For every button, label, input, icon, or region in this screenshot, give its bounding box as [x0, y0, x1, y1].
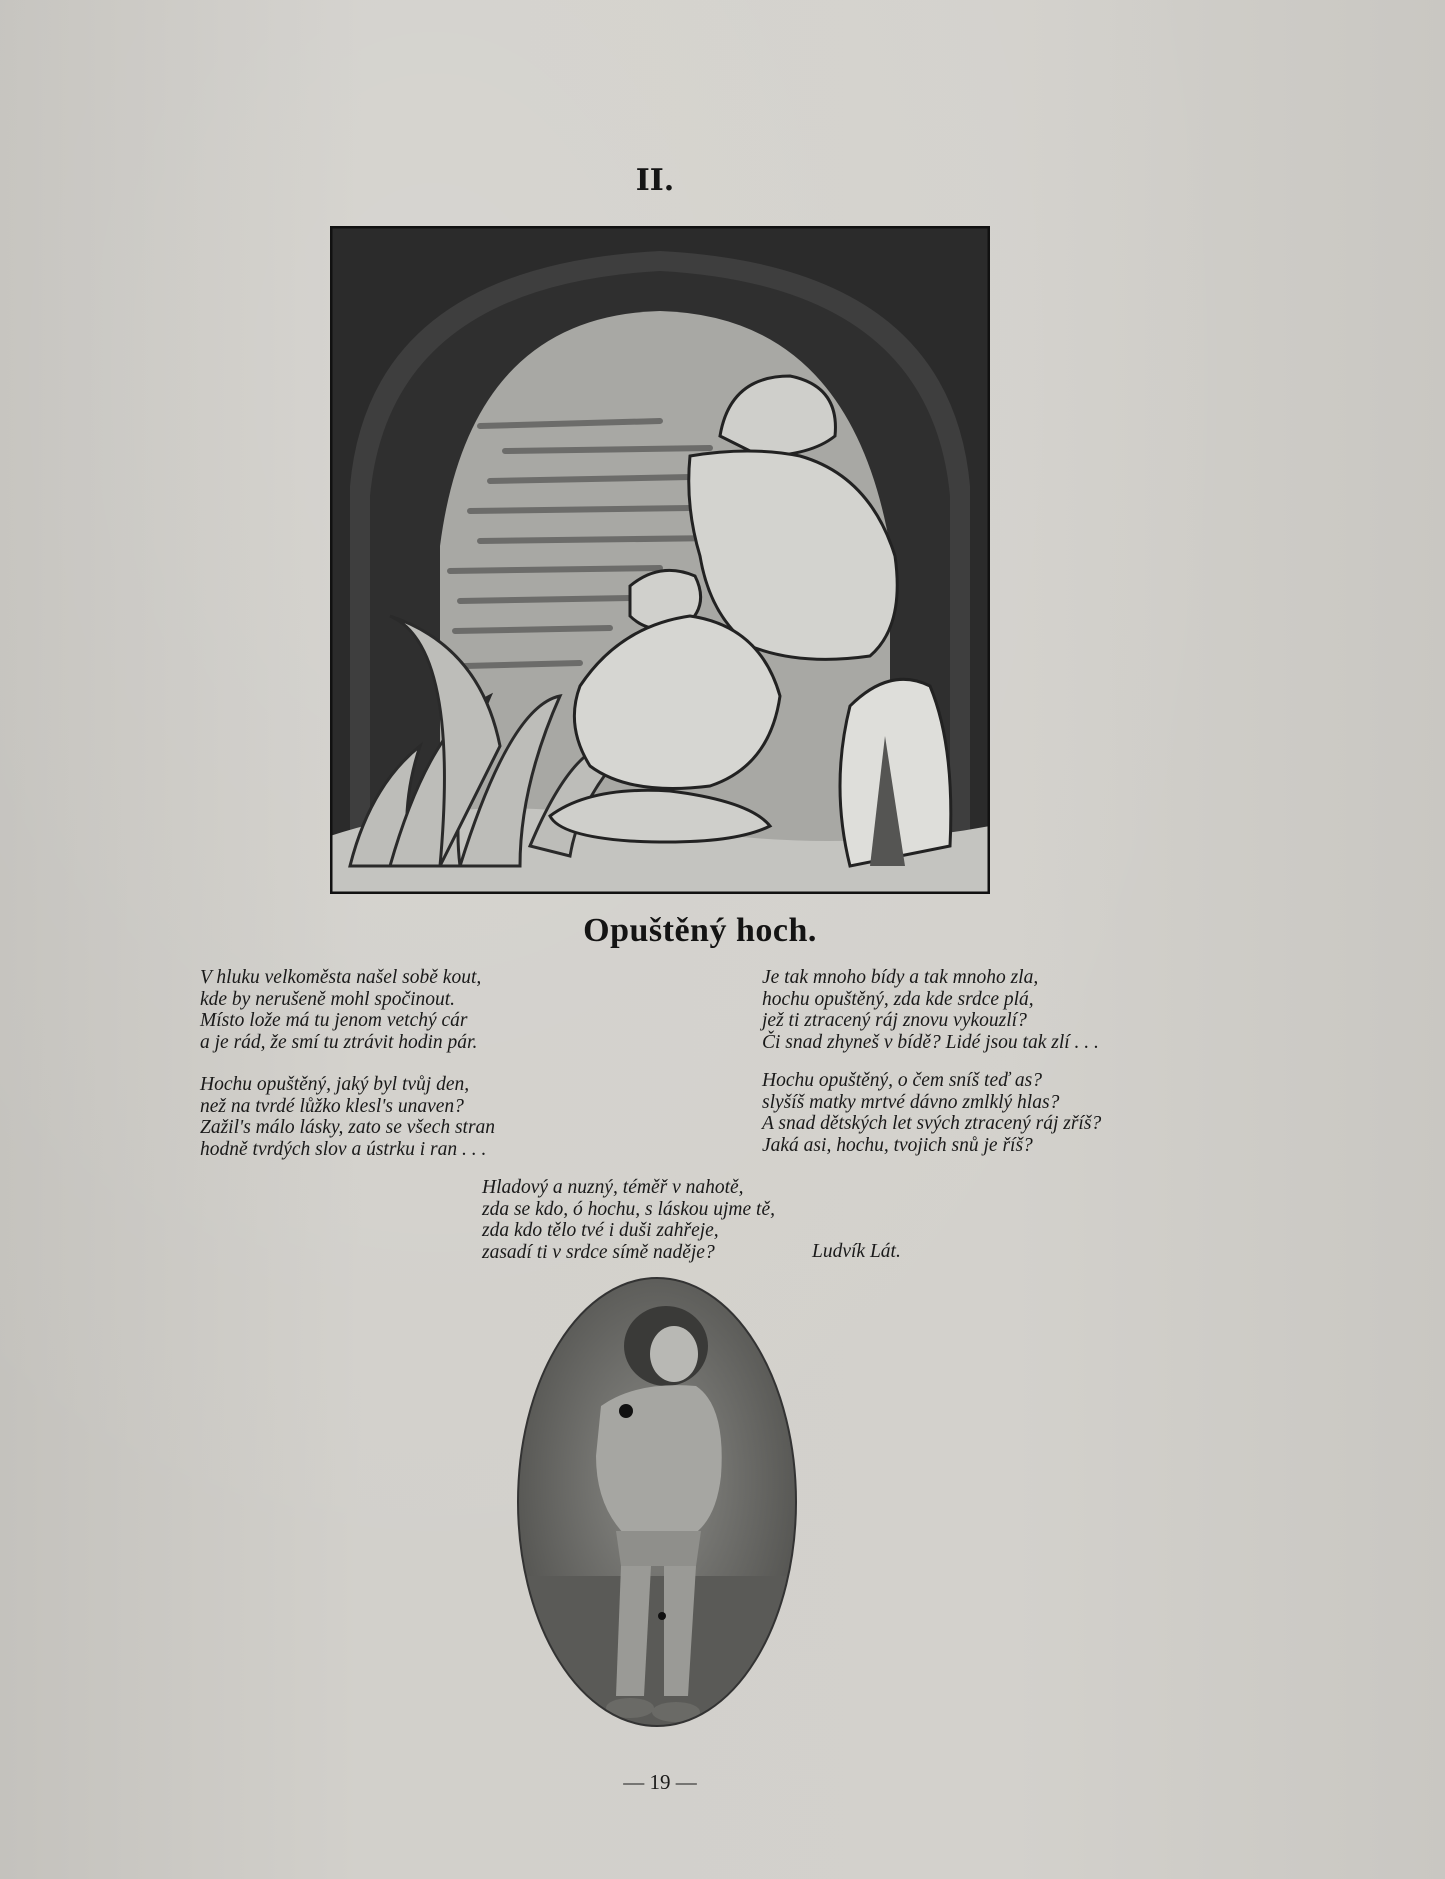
- page-number: — 19 —: [623, 1770, 697, 1794]
- verse-line: Hladový a nuzný, téměř v nahotě,: [482, 1177, 744, 1198]
- verse-line: a je rád, že smí tu ztrávit hodin pár.: [200, 1031, 478, 1053]
- linocut-illustration: [330, 226, 990, 894]
- poem-title: Opuštěný hoch.: [583, 912, 817, 949]
- verse-line: kde by nerušeně mohl spočinout.: [200, 988, 456, 1010]
- verse-line: Hochu opuštěný, jaký byl tvůj den,: [200, 1074, 470, 1095]
- oval-photo: [516, 1276, 798, 1728]
- verse-line: než na tvrdé lůžko klesl's unaven?: [200, 1095, 464, 1117]
- stanza-2: [200, 1074, 495, 1160]
- verse-line: zda se kdo, ó hochu, s láskou ujme tě,: [482, 1198, 775, 1220]
- verse-line: zda kdo tělo tvé i duši zahřeje,: [482, 1220, 719, 1241]
- stanza-5: [482, 1177, 775, 1263]
- verse-line: hodně tvrdých slov a ústrku i ran . . .: [200, 1138, 487, 1160]
- verse-line: jež ti ztracený ráj znovu vykouzlí?: [762, 1010, 1027, 1031]
- verse-line: zasadí ti v srdce símě naděje?: [482, 1241, 715, 1263]
- stanza-1: [200, 967, 481, 1053]
- verse-line: V hluku velkoměsta našel sobě kout,: [200, 967, 482, 988]
- verse-line: Či snad zhyneš v bídě? Lidé jsou tak zlí . . .: [762, 1031, 1099, 1053]
- verse-line: A snad dětských let svých ztracený ráj zříš?: [762, 1113, 1102, 1134]
- stanza-4: [762, 1070, 1101, 1156]
- section-number: II.: [635, 163, 675, 198]
- verse-line: Je tak mnoho bídy a tak mnoho zla,: [762, 967, 1039, 988]
- verse-line: hochu opuštěný, zda kde srdce plá,: [762, 988, 1034, 1010]
- verse-line: Místo lože má tu jenom vetchý cár: [200, 1010, 468, 1031]
- verse-line: Hochu opuštěný, o čem sníš teď as?: [762, 1070, 1042, 1091]
- poem-author: Ludvík Lát.: [812, 1241, 901, 1262]
- verse-line: Zažil's málo lásky, zato se všech stran: [200, 1117, 496, 1138]
- stanza-3: [762, 967, 1099, 1053]
- verse-line: Jaká asi, hochu, tvojich snů je říš?: [762, 1134, 1033, 1156]
- verse-line: slyšíš matky mrtvé dávno zmlklý hlas?: [762, 1091, 1060, 1113]
